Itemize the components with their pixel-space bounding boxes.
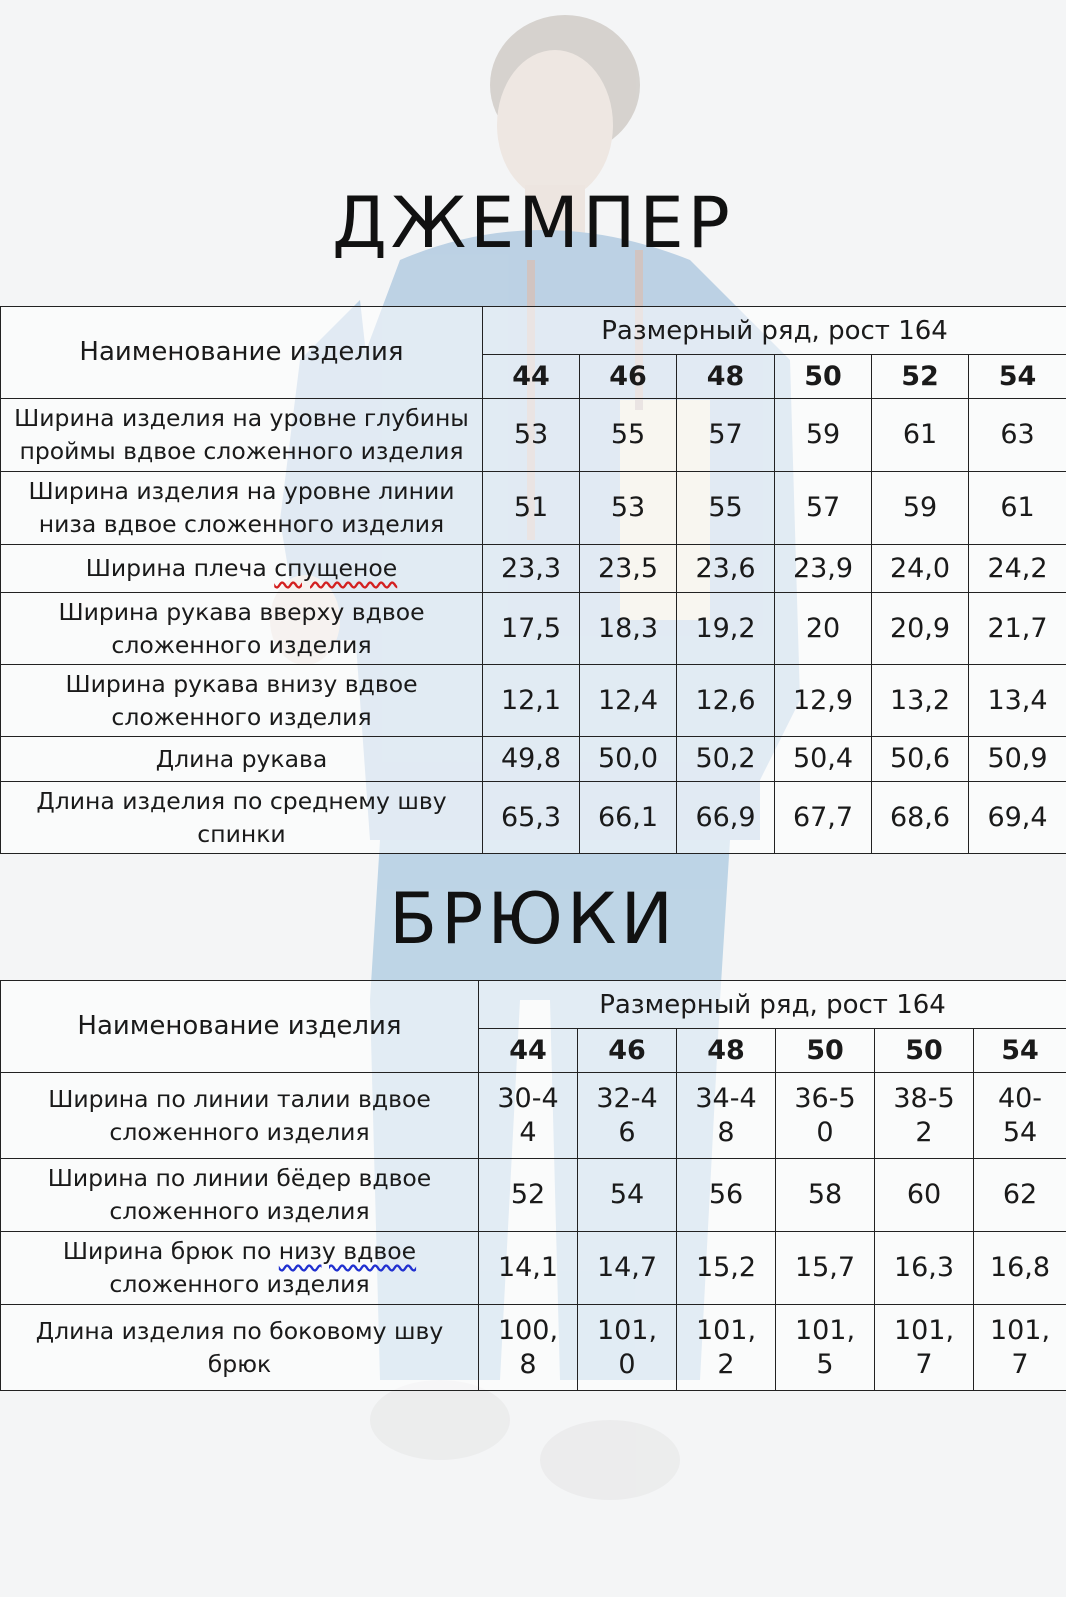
trousers-size-48: 48 — [677, 1029, 776, 1073]
cell-value: 65,3 — [483, 782, 580, 854]
cell-value: 60 — [875, 1159, 974, 1232]
row-name: Ширина по линии бёдер вдвое сложенного изделия — [1, 1159, 479, 1232]
cell-value: 66,1 — [580, 782, 677, 854]
cell-value: 52 — [479, 1159, 578, 1232]
cell-value: 30-44 — [479, 1073, 578, 1159]
jumper-header-name: Наименование изделия — [1, 307, 483, 399]
cell-value: 101,5 — [776, 1305, 875, 1391]
cell-value: 12,1 — [483, 665, 580, 737]
cell-value: 24,2 — [969, 545, 1066, 593]
cell-value: 62 — [974, 1159, 1066, 1232]
table-row — [1, 737, 1066, 782]
cell-value: 12,6 — [677, 665, 775, 737]
cell-value: 16,3 — [875, 1232, 974, 1305]
cell-value: 63 — [969, 399, 1066, 472]
row-name: Длина изделия по боковому шву брюк — [1, 1305, 479, 1391]
cell-value: 50,4 — [775, 737, 872, 782]
cell-value: 54 — [578, 1159, 677, 1232]
row-name-underlined: низу вдвое — [278, 1237, 417, 1265]
cell-value: 34-48 — [677, 1073, 776, 1159]
row-name: Длина изделия по среднему шву спинки — [1, 782, 483, 854]
cell-value: 12,4 — [580, 665, 677, 737]
trousers-title: БРЮКИ — [389, 878, 677, 960]
cell-value: 13,4 — [969, 665, 1066, 737]
jumper-header-range: Размерный ряд, рост 164 — [483, 307, 1066, 355]
cell-value: 101,7 — [875, 1305, 974, 1391]
cell-value: 53 — [580, 472, 677, 545]
row-name-underlined: спущеное — [274, 554, 398, 582]
table-row — [1, 399, 1066, 472]
cell-value: 67,7 — [775, 782, 872, 854]
cell-value: 101,7 — [974, 1305, 1066, 1391]
jumper-size-44: 44 — [483, 355, 580, 399]
cell-value: 57 — [775, 472, 872, 545]
cell-value: 49,8 — [483, 737, 580, 782]
cell-value: 18,3 — [580, 593, 677, 665]
trousers-size-54: 54 — [974, 1029, 1066, 1073]
cell-value: 38-52 — [875, 1073, 974, 1159]
row-name — [1, 1232, 479, 1305]
cell-value: 51 — [483, 472, 580, 545]
cell-value: 68,6 — [872, 782, 969, 854]
cell-value: 59 — [872, 472, 969, 545]
row-name: Ширина по линии талии вдвое сложенного изделия — [1, 1073, 479, 1159]
cell-value: 61 — [969, 472, 1066, 545]
table-row — [1, 1159, 1066, 1232]
cell-value: 17,5 — [483, 593, 580, 665]
cell-value: 24,0 — [872, 545, 969, 593]
trousers-header-name: Наименование изделия — [1, 981, 479, 1073]
jumper-size-46: 46 — [580, 355, 677, 399]
row-name-prefix: Ширина брюк по — [62, 1237, 279, 1265]
trousers-size-table — [0, 980, 1066, 1391]
cell-value: 66,9 — [677, 782, 775, 854]
trousers-size-50: 50 — [776, 1029, 875, 1073]
trousers-size-44: 44 — [479, 1029, 578, 1073]
cell-value: 69,4 — [969, 782, 1066, 854]
trousers-size-46: 46 — [578, 1029, 677, 1073]
cell-value: 57 — [677, 399, 775, 472]
cell-value: 55 — [677, 472, 775, 545]
cell-value: 23,3 — [483, 545, 580, 593]
cell-value: 100,8 — [479, 1305, 578, 1391]
row-name: Ширина изделия на уровне глубины проймы вдвое сложенного изделия — [1, 399, 483, 472]
cell-value: 23,9 — [775, 545, 872, 593]
cell-value: 56 — [677, 1159, 776, 1232]
cell-value: 55 — [580, 399, 677, 472]
cell-value: 20,9 — [872, 593, 969, 665]
cell-value: 59 — [775, 399, 872, 472]
cell-value: 50,9 — [969, 737, 1066, 782]
cell-value: 19,2 — [677, 593, 775, 665]
cell-value: 101,2 — [677, 1305, 776, 1391]
cell-value: 50,6 — [872, 737, 969, 782]
row-name-suffix: сложенного изделия — [109, 1270, 370, 1298]
row-name: Ширина изделия на уровне линии низа вдвое сложенного изделия — [1, 472, 483, 545]
cell-value: 40-54 — [974, 1073, 1066, 1159]
cell-value: 15,2 — [677, 1232, 776, 1305]
trousers-header-range: Размерный ряд, рост 164 — [479, 981, 1066, 1029]
cell-value: 20 — [775, 593, 872, 665]
table-row — [1, 1073, 1066, 1159]
jumper-size-table — [0, 306, 1066, 854]
trousers-size-50b: 50 — [875, 1029, 974, 1073]
table-row — [1, 665, 1066, 737]
cell-value: 14,7 — [578, 1232, 677, 1305]
table-row — [1, 593, 1066, 665]
cell-value: 61 — [872, 399, 969, 472]
jumper-size-54: 54 — [969, 355, 1066, 399]
cell-value: 12,9 — [775, 665, 872, 737]
table-row — [1, 1232, 1066, 1305]
cell-value: 58 — [776, 1159, 875, 1232]
row-name — [1, 545, 483, 593]
cell-value: 101,0 — [578, 1305, 677, 1391]
cell-value: 16,8 — [974, 1232, 1066, 1305]
cell-value: 32-46 — [578, 1073, 677, 1159]
jumper-title: ДЖЕМПЕР — [332, 182, 734, 264]
row-name: Ширина рукава внизу вдвое сложенного изделия — [1, 665, 483, 737]
table-row — [1, 782, 1066, 854]
table-row — [1, 545, 1066, 593]
cell-value: 13,2 — [872, 665, 969, 737]
table-row — [1, 1305, 1066, 1391]
cell-value: 23,6 — [677, 545, 775, 593]
cell-value: 53 — [483, 399, 580, 472]
row-name-prefix: Ширина плеча — [85, 554, 275, 582]
cell-value: 21,7 — [969, 593, 1066, 665]
cell-value: 36-50 — [776, 1073, 875, 1159]
cell-value: 15,7 — [776, 1232, 875, 1305]
cell-value: 14,1 — [479, 1232, 578, 1305]
cell-value: 50,0 — [580, 737, 677, 782]
row-name: Ширина рукава вверху вдвое сложенного изделия — [1, 593, 483, 665]
row-name: Длина рукава — [1, 737, 483, 782]
jumper-size-52: 52 — [872, 355, 969, 399]
table-row — [1, 472, 1066, 545]
jumper-size-48: 48 — [677, 355, 775, 399]
jumper-size-50: 50 — [775, 355, 872, 399]
cell-value: 23,5 — [580, 545, 677, 593]
cell-value: 50,2 — [677, 737, 775, 782]
